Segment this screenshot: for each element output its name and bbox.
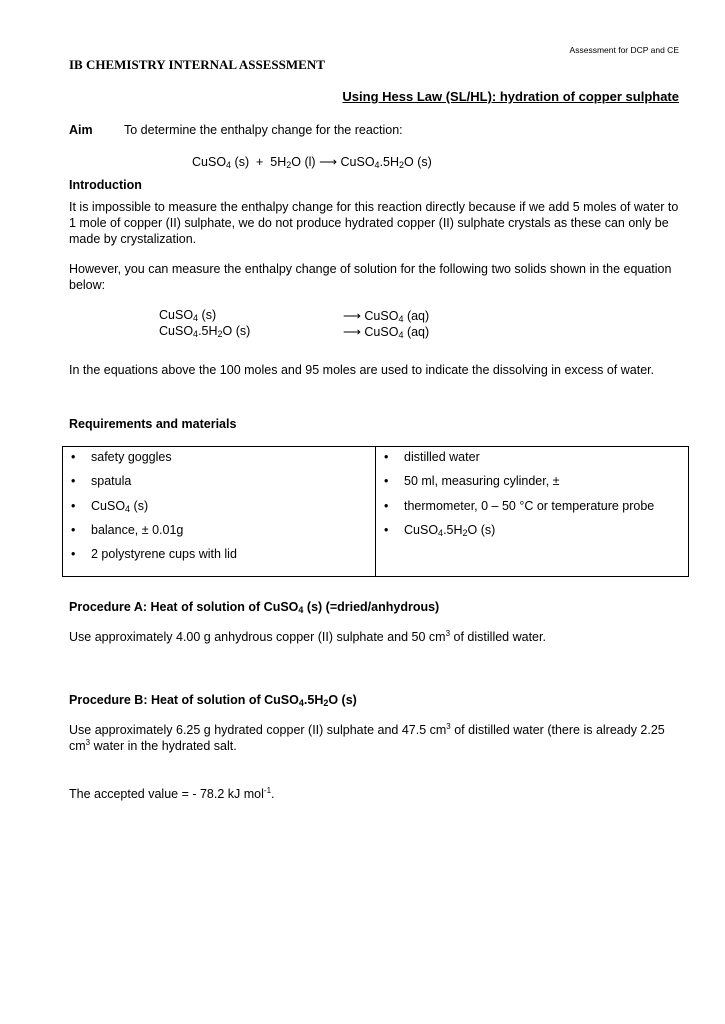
list-item: • spatula	[69, 473, 369, 497]
ia-title: IB CHEMISTRY INTERNAL ASSESSMENT	[69, 57, 325, 72]
procedure-b-text: Use approximately 6.25 g hydrated copper (II) sulphate and 47.5 $cm^3$ of distilled water (there is already 2.25 $cm^3$ water in the hydrated salt.	[69, 722, 665, 753]
procedure-a-heading: Procedure A: Heat of solution of CuSO$_4$ (s) (=dried/anhydrous)	[69, 600, 440, 615]
list-item: • 2 polystyrene cups with lid	[69, 546, 369, 570]
equation-1-right: ⟶ CuSO$_4$ (aq)	[343, 309, 430, 324]
requirements-right-list	[382, 449, 682, 546]
requirements-left-list	[69, 449, 369, 570]
arrow-icon: ⟶	[343, 325, 361, 339]
arrow-icon: ⟶	[343, 309, 361, 323]
equation-1-left: CuSO$_4$ (s)	[159, 308, 217, 323]
procedure-a-text: Use approximately 4.00 g anhydrous copper (II) sulphate and 50 $cm^3$ of distilled water.	[69, 629, 546, 644]
introduction-paragraph-3: In the equations above the 100 moles and 95 moles are used to indicate the dissolving in excess of water.	[69, 363, 655, 377]
procedure-b-heading: Procedure B: Heat of solution of $CuSO_4.5H_2O$ (s)	[69, 693, 357, 708]
requirements-row	[63, 447, 689, 577]
equation-2-left: $CuSO_4.5H_2O$ (s)	[159, 324, 251, 339]
list-item: • safety goggles	[69, 449, 369, 473]
document-title: Using Hess Law (SL/HL): hydration of copper sulphate	[342, 89, 679, 104]
header-note: Assessment for DCP and CE	[569, 45, 679, 55]
list-item: • balance, ± 0.01g	[69, 522, 369, 546]
list-item: • CuSO$_4$ (s)	[69, 498, 369, 522]
list-item: • thermometer, 0 – 50 °C or temperature probe	[382, 498, 682, 522]
accepted-value: The accepted value = - 78.2 kJ mol$^{-1}$.	[69, 786, 275, 801]
list-item: • $CuSO_4.5H_2O$ (s)	[382, 522, 682, 546]
equation-2-right: ⟶ CuSO$_4$ (aq)	[343, 325, 430, 340]
reaction-arrow: ⟶	[319, 155, 338, 169]
introduction-paragraph-2: However, you can measure the enthalpy change of solution for the following two solids shown in the equation below:	[69, 262, 672, 292]
list-item: • 50 ml, measuring cylinder, ±	[382, 473, 682, 497]
introduction-heading: Introduction	[69, 178, 142, 192]
introduction-paragraph-1: It is impossible to measure the enthalpy change for this reaction directly because if we add 5 moles of water to 1 mole of copper (II) sulphate, we do not produce hydrated copper (II) sulphate crystals as these can only be made by crystalization.	[69, 200, 679, 246]
requirements-heading: Requirements and materials	[69, 417, 237, 431]
aim-text: To determine the enthalpy change for the reaction:	[124, 123, 403, 137]
requirements-right-column	[376, 447, 689, 577]
requirements-table	[62, 446, 689, 577]
list-item: • distilled water	[382, 449, 682, 473]
aim-label: Aim	[69, 123, 93, 137]
reaction-equation: CuSO$_4$ $(s) + 5H_2O$ (l) ⟶ $CuSO_4.5H_2O$ (s)	[192, 155, 432, 170]
requirements-left-column	[63, 447, 376, 577]
